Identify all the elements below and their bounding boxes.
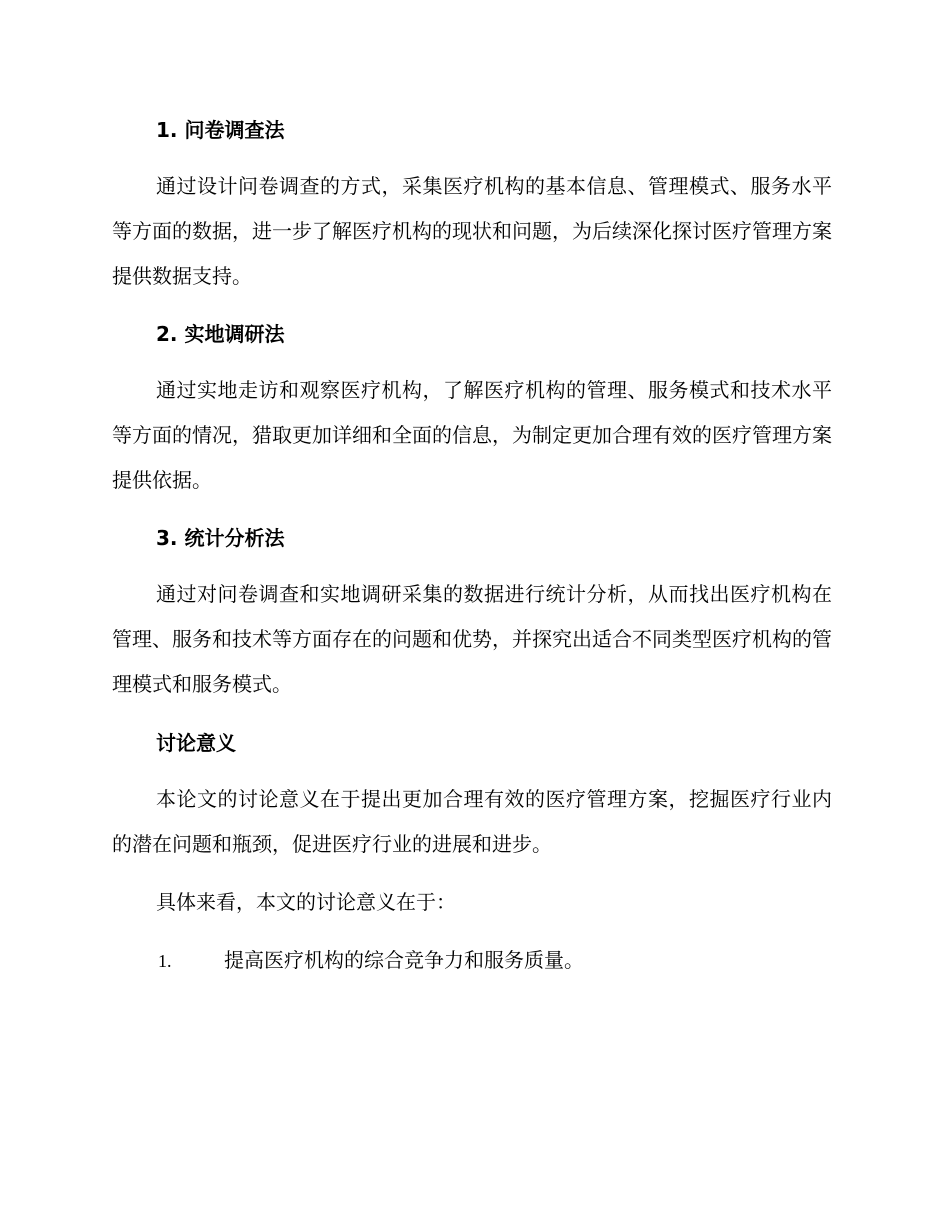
section-body-significance: 本论文的讨论意义在于提出更加合理有效的医疗管理方案，挖掘医疗行业内的潜在问题和瓶颈，促进医疗行业的进展和进步。 xyxy=(112,787,832,856)
significance-intro: 具体来看，本文的讨论意义在于： xyxy=(156,890,456,914)
section-body-questionnaire: 通过设计问卷调查的方式，采集医疗机构的基本信息、管理模式、服务水平等方面的数据，进一步了解医疗机构的现状和问题，为后续深化探讨医疗管理方案提供数据支持。 xyxy=(112,174,832,288)
section-body-statistics: 通过对问卷调查和实地调研采集的数据进行统计分析，从而找出医疗机构在管理、服务和技术等方面存在的问题和优势，并探究出适合不同类型医疗机构的管理模式和服务模式。 xyxy=(112,582,832,696)
section-body-field-research: 通过实地走访和观察医疗机构，了解医疗机构的管理、服务模式和技术水平等方面的情况，猎取更加详细和全面的信息，为制定更加合理有效的医疗管理方案提供依据。 xyxy=(112,378,832,492)
section-heading-field-research: 2. 实地调研法 xyxy=(156,322,285,346)
list-item-number: 1. xyxy=(158,951,172,971)
section-heading-questionnaire: 1. 问卷调查法 xyxy=(156,118,285,142)
section-heading-significance: 讨论意义 xyxy=(156,731,236,755)
list-item-text: 提高医疗机构的综合竞争力和服务质量。 xyxy=(224,948,584,972)
section-heading-statistics: 3. 统计分析法 xyxy=(156,526,285,550)
